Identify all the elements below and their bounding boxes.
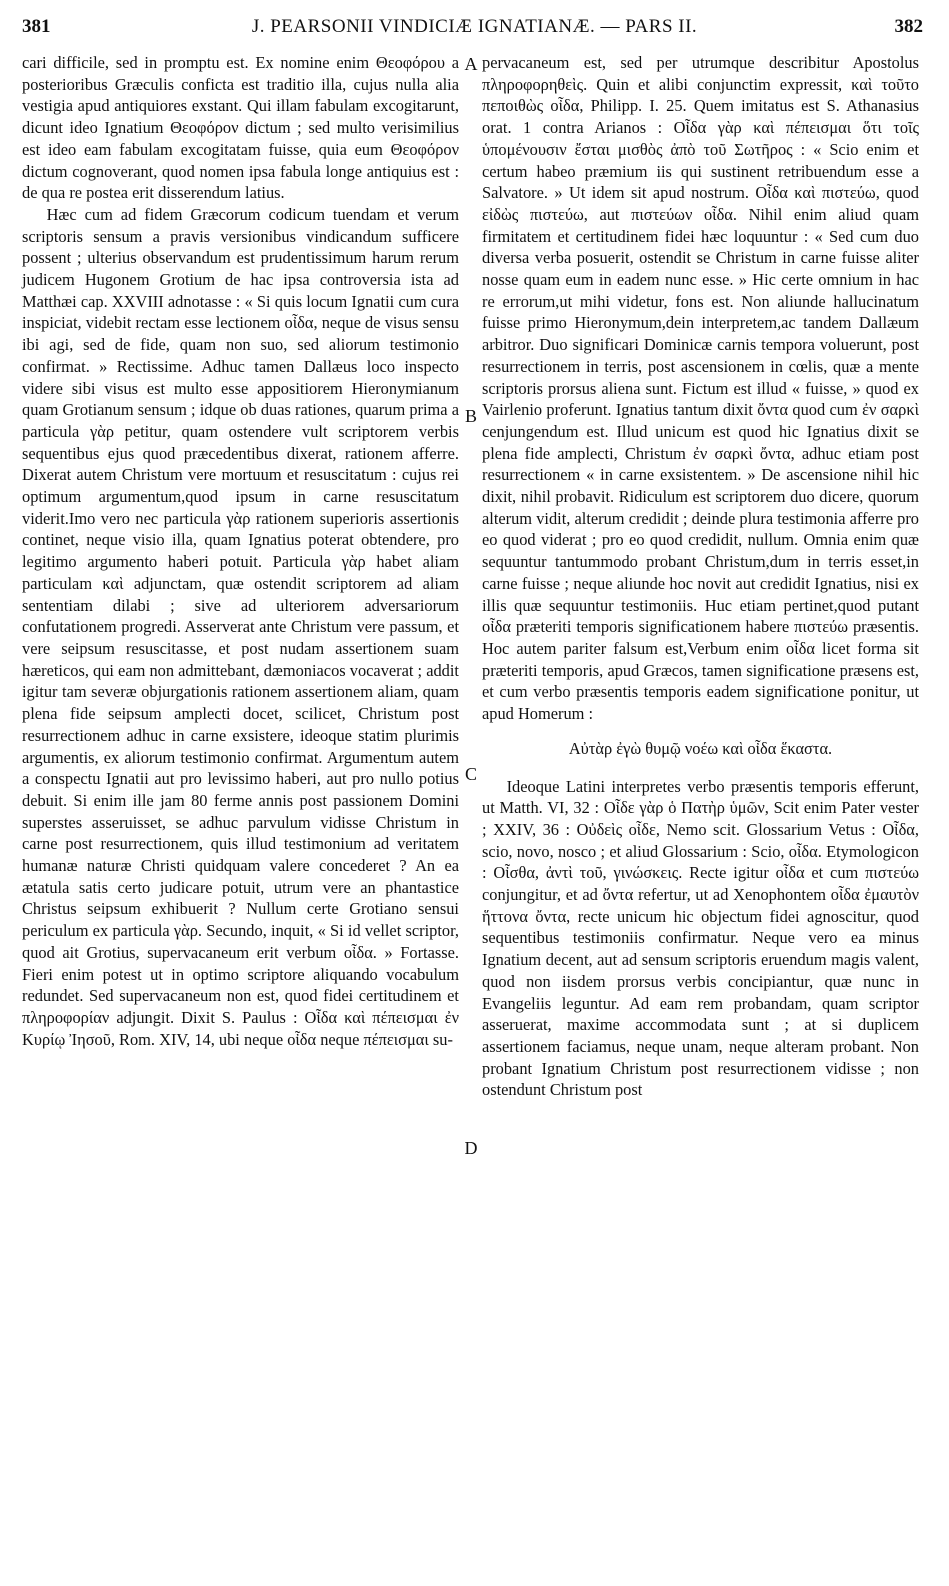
left-column — [22, 52, 459, 1050]
page-number-left: 381 — [22, 16, 51, 37]
paragraph: cari difficile, sed in promptu est. Ex nomine enim Θεοφόρου a posterioribus Græculis conficta est traditio illa, cujus nulla alia vestigia apud antiquiores exstant. Qui illam fabulam excogitarunt, dicunt ideo Ignatium Θεοφόρον dictum ; sed multo verisimilius est ideo eam fabulam excogitatam fuisse, quia eum Θεοφόρον dictum cognoverant, quod nomen ipsa fabula longe antiquius est : de qua re postea erit disserendum latius. — [22, 53, 459, 203]
margin-marker-b: B — [464, 406, 477, 426]
margin-marker-d: D — [464, 1138, 478, 1158]
margin-marker-a: A — [464, 54, 478, 74]
right-column — [482, 52, 919, 1101]
margin-marker-c: C — [464, 764, 477, 784]
paragraph: Ideoque Latini interpretes verbo præsentis temporis efferunt, ut Matth. VI, 32 : Οἶδε γὰρ ὁ Πατὴρ ὑμῶν, Scit enim Pater vester ; XXIV, 36 : Οὐδεὶς οἶδε, Nemo scit. Glossarium Vetus : Οἶδα, scio, novo, nosco ; et aliud Glossarium : Scio, οἶδα. Etymologicon : Οἶσθα, ἀντὶ τοῦ, γινώσκεις. Recte igitur οἶδα et cum πιστεύω conjungitur, et ad ὄντα refertur, ut ad Xenophontem οἶδα ἐμαυτὸν ἥττονα ὄντα, recte unicum hic objectum fidei agnoscitur, quod sequentibus testimoniis confirmatur. Neque vero ea minus Ignatium decent, aut ad sensum scriptoris eruendum magis valent, quod non iisdem prorsus verbis concipiantur, quæ nunc in Evangeliis leguntur. Ad eam rem probandam, quam scriptor asseruerat, maxime accommodata sunt ; at si duplicem assertionem faciamus, neque unam, neque alteram probant. Non probant Ignatium Christum post resurrectionem vidisse ; non ostendunt Christum post — [482, 776, 919, 1100]
paragraph: Hæc cum ad fidem Græcorum codicum tuendam et verum scriptoris sensum a pravis versionibus vindicandum sufficere possent ; ulterius observandum est prudentissimum harum rerum judicem Hugonem Grotium de hac ipsa controversia ista ad Matthæi cap. XXVIII adnotasse : « Si quis locum Ignatii cum cura inspiciat, videbit rectam esse lectionem οἶδα, neque de visus sensu ibi agi, sed de fide, quam non suo, sed aliorum testimonio confirmat. » Rectissime. Adhuc tamen Dallæus loco inspecto videre sibi visus est multo esse appositiorem Hieronymianum quam Grotianum sensum ; idque ob duas rationes, quarum prima a particula γὰρ petitur, quam ostendere vult scriptorem verbis sequentibus ejus quod præcedentibus dixerat, rationem afferre. Dixerat autem Christum vere mortuum et resuscitatum : cujus rei optimum argumentum,quod ipsum in carne resuscitatum viderit.Imo vero nec particula γὰρ rationem superioris assertionis continet, neque visio illa, quam Ignatius poterat obtendere, pro legitimo argumento haberi potuit. Particula γὰρ habet aliam particulam καὶ adjunctam, quæ ostendit scriptorem ad aliam sententiam dilabi ; sive ad ulteriorem adversariorum confutationem progredi. Asserverat ante Christum vere passum, et vere seipsum resuscitasse, et post nudam assertionem suam hæreticos, qui eam non admittebant, dæmoniacos vocaverat ; addit igitur tam severæ objurgationis rationem assertionem aliam, quam plena fide seipsum amplecti docet, scilicet, Christum post resurrectionem adhuc in carne exsistere, ideoque statim plurimis argumentis, ex aliorum testimonio confirmat. Argumentum autem a conspectu Ignatii aut pro levissimo haberi, aut pro nullo potius debuit. Si enim ille jam 80 ferme annis post passionem Domini superstes asseruisset, se adhuc parvulum vidisse Christum in carne post resurrectionem, quis illud testimonium ad veritatem humanæ naturæ Christi quidquam valere concederet ? An ea ætatula satis certo judicare potuit, utrum vere an phantastice Christus seipsum exhibuerit ? Nullum certe Grotiano sensui periculum ex particula γὰρ. Secundo, inquit, « Si id vellet scriptor, quod ait Grotius, supervacaneum erit verbum οἶδα. » Fortasse. Fieri enim potest ut in optimo scriptore aliquando vocabulum redundet. Sed supervacaneum non est, quod fidei certitudinem et πληροφορίαν adjungit. Dixit S. Paulus : Οἶδα καὶ πέπεισμαι ἐν Κυρίῳ Ἰησοῦ, Rom. XIV, 14, ubi neque οἶδα neque πέπεισμαι su- — [22, 204, 459, 1049]
running-header — [0, 16, 949, 46]
homer-verse: Αὐτὰρ ἐγὼ θυμῷ νοέω καὶ οἶδα ἕκαστα. — [568, 738, 833, 758]
paragraph: pervacaneum est, sed per utrumque describitur Apostolus πληροφορηθεὶς. Quin et alibi conjunctim expressit, καὶ τοῦτο πεποιθὼς οἶδα, Philipp. I. 25. Quem imitatus est S. Athanasius orat. 1 contra Arianos : Οἶδα γὰρ καὶ πέπεισμαι ὅτι τοῖς ὑπομένουσιν ἔσται μισθὸς ἀπὸ τοῦ Σωτῆρος : « Scio enim et certum habeo præmium iis qui sustinent retribuendum esse a Salvatore. » Ut idem sit apud nostrum. Οἶδα καὶ πιστεύω, quod εἰδὼς πιστεύω, aut πιστεύων οἶδα. Nihil enim aliud quam firmitatem et certitudinem fidei hæc loquuntur : « Sed cum duo diversa verba posuerit, ostendit se Christum in carne fuisse aliter nosse quam eum in eadem nunc esse. » Hic certe omnium in hac re errorum,ut mihi videtur, fons est. Non aliunde hallucinatum fuisse primo Hieronymum,dein interpretem,ac tandem Dallæum arbitror. Duo significari Dominicæ carnis tempora voluerunt, post resurrectionem in terris, post ascensionem in cœlis, quæ a mente scriptoris prorsus aliena sunt. Fictum est illud « fuisse, » quod ex Vairlenio proferunt. Ignatius tantum dixit ὄντα quod cum ἐν σαρκὶ cenjungendum est. Illud unicum est quod hic Ignatius dixit se plena fide amplecti, Christum ἐν σαρκὶ ὄντα, adhuc etiam post resurrectionem « in carne exsistentem. » De ascensione nihil hic dixit, nihil probavit. Ridiculum est scriptorem duo dicere, quorum alterum vidit, alterum credidit ; deinde plura testimonia afferre pro eo quod viderat ; pro eo quod credidit, nullum. Omnia enim quæ sequuntur tantummodo probant Christum,dum in terris esset,in carne fuisse ; neque aliunde hoc novit aut credidit Ignatius, nisi ex illis quæ sequuntur testimoniis. Huc etiam pertinet,quod putant οἶδα præteriti temporis significationem habere πιστεύω præsentis. Hoc autem pariter falsum est,Verbum enim οἶδα licet forma sit præteriti temporis, apud Græcos, tamen significatione præsens est, et cum verbo præsentis temporis eadem significatione ponitur, ut apud Homerum : — [482, 53, 919, 724]
page-number-right: 382 — [894, 16, 923, 37]
running-title: J. PEARSONII VINDICIÆ IGNATIANÆ. — PARS II. — [251, 16, 698, 37]
